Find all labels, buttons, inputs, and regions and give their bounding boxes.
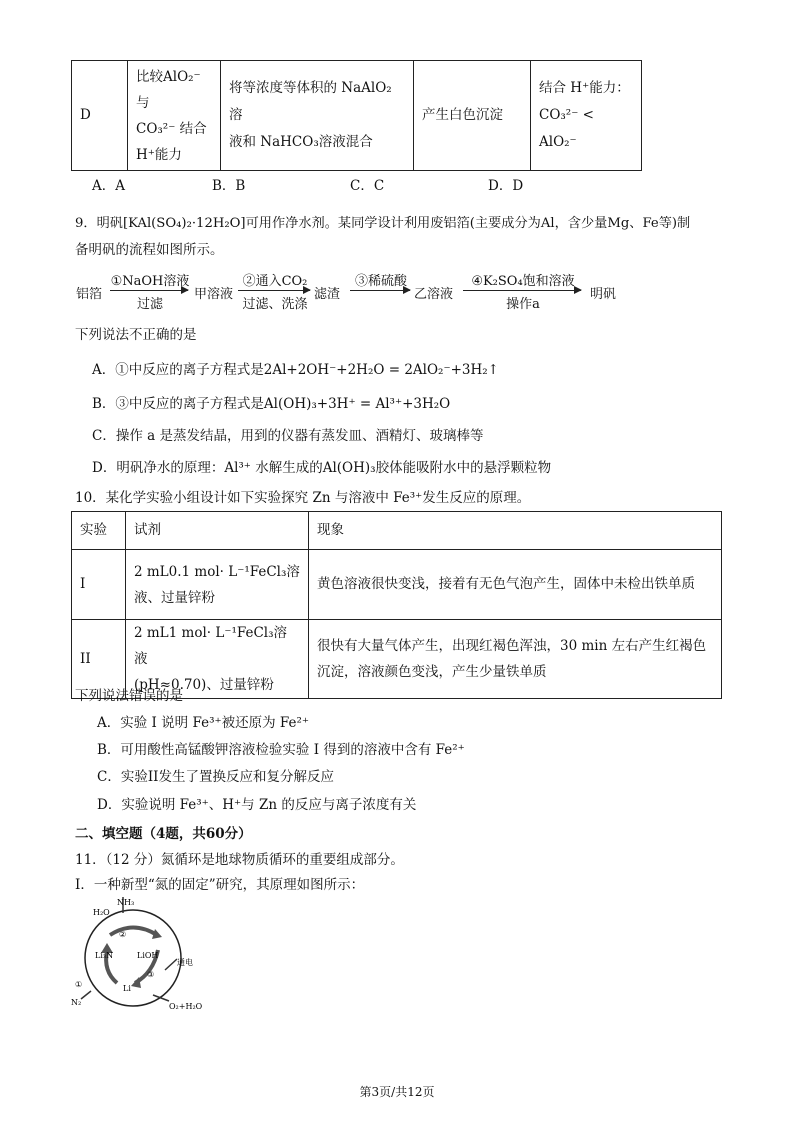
flow-arrow-1 — [110, 290, 188, 291]
q11-part1: I．一种新型“氮的固定”研究，其原理如图所示： — [75, 877, 365, 893]
q8-option-cell: D — [72, 61, 128, 171]
flow-arrow3-top: ③稀硫酸 — [354, 274, 407, 289]
section-heading: 二、填空题（4题，共60分） — [75, 826, 252, 842]
q8-choice-c[interactable]: C．C — [350, 178, 385, 194]
table-row — [72, 61, 642, 171]
q9-option-b[interactable]: B．③中反应的离子方程式是Al(OH)₃+3H⁺ = Al³⁺+3H₂O — [92, 396, 451, 412]
reagent-cell: 2 mL0.1 mol· L⁻¹FeCl₃溶 液、过量锌粉 — [126, 550, 309, 620]
q10-prompt: 下列说法错误的是 — [75, 688, 183, 704]
q8-choice-d[interactable]: D．D — [488, 178, 524, 194]
n2-label: N₂ — [71, 998, 82, 1007]
cycle-arrow-top — [110, 928, 157, 936]
q9-prompt: 下列说法不正确的是 — [75, 327, 197, 343]
q8-answer-table — [71, 60, 642, 171]
nh3-label: NH₃ — [117, 898, 135, 907]
table-row — [72, 550, 722, 620]
reagent-cell: 2 mL1 mol· L⁻¹FeCl₃溶液 (pH≈0.70)、过量锌粉 — [126, 620, 309, 699]
step3-label: ③ — [147, 970, 155, 979]
q9-stem-line2: 备明矾的流程如图所示。 — [75, 242, 224, 258]
o2-h2o-label: O₂+H₂O — [169, 1002, 203, 1011]
phenomenon-cell: 黄色溶液很快变浅，接着有无色气泡产生，固体中未检出铁单质 — [309, 550, 722, 620]
exp-id-cell: II — [72, 620, 126, 699]
q8-choice-a[interactable]: A．A — [92, 178, 125, 194]
nitrogen-cycle-diagram — [65, 895, 220, 1015]
q8-conclusion-cell: 结合 H⁺能力： CO₃²⁻ < AlO₂⁻ — [531, 61, 642, 171]
power-label: 通电 — [177, 958, 193, 967]
page-number-footer: 第3页/共12页 — [359, 1085, 435, 1099]
li3n-label: Li₃N — [95, 951, 114, 960]
flow-arrow-4 — [463, 290, 581, 291]
flow-node-residue: 滤渣 — [314, 287, 341, 302]
column-header-phenomenon: 现象 — [309, 512, 722, 550]
flow-node-alum: 明矾 — [590, 287, 617, 302]
flow-node-solution-a: 甲溶液 — [194, 287, 234, 302]
q8-choice-b[interactable]: B．B — [212, 178, 246, 194]
q9-option-d[interactable]: D．明矾净水的原理：Al³⁺ 水解生成的Al(OH)₃胶体能吸附水中的悬浮颗粒物 — [92, 460, 552, 476]
flow-arrow-2 — [238, 290, 310, 291]
flow-arrow-3 — [350, 290, 410, 291]
flow-arrow4-top: ④K₂SO₄饱和溶液 — [471, 274, 575, 289]
flow-arrow1-bottom: 过滤 — [136, 297, 163, 312]
q10-experiment-table — [71, 511, 722, 699]
q8-operation-cell: 将等浓度等体积的 NaAlO₂溶 液和 NaHCO₃溶液混合 — [221, 61, 414, 171]
q11-stem: 11．（12 分）氮循环是地球物质循环的重要组成部分。 — [75, 852, 404, 868]
li-label: Li — [123, 984, 131, 993]
phenomenon-cell: 很快有大量气体产生，出现红褐色浑浊，30 min 左右产生红褐色 沉淀，溶液颜色变浅，产生少量铁单质 — [309, 620, 722, 699]
q8-phenomenon-cell: 产生白色沉淀 — [414, 61, 531, 171]
table-header-row — [72, 512, 722, 550]
flow-arrow1-top: ①NaOH溶液 — [110, 274, 190, 289]
flow-node-solution-b: 乙溶液 — [414, 287, 454, 302]
flow-arrow4-bottom: 操作a — [506, 297, 540, 312]
q10-option-c[interactable]: C．实验II发生了置换反应和复分解反应 — [97, 769, 334, 785]
column-header-experiment: 实验 — [72, 512, 126, 550]
step2-label: ② — [119, 930, 127, 939]
exp-id-cell: I — [72, 550, 126, 620]
q10-stem: 10．某化学实验小组设计如下实验探究 Zn 与溶液中 Fe³⁺发生反应的原理。 — [75, 490, 531, 506]
q8-purpose-cell: 比较AlO₂⁻与 CO₃²⁻ 结合 H⁺能力 — [128, 61, 221, 171]
flow-arrow2-bottom: 过滤、洗涤 — [242, 297, 308, 312]
flow-node-aluminum-foil: 铝箔 — [76, 287, 103, 302]
h2o-label: H₂O — [93, 908, 110, 917]
flow-arrow2-top: ②通入CO₂ — [242, 274, 308, 289]
step1-label: ① — [75, 980, 83, 989]
lioh-label: LiOH — [137, 951, 159, 960]
q9-option-c[interactable]: C．操作 a 是蒸发结晶，用到的仪器有蒸发皿、酒精灯、玻璃棒等 — [92, 428, 484, 444]
q9-option-a[interactable]: A．①中反应的离子方程式是2Al+2OH⁻+2H₂O = 2AlO₂⁻+3H₂↑ — [92, 362, 499, 378]
q9-stem-line1: 9．明矾[KAl(SO₄)₂·12H₂O]可用作净水剂。某同学设计利用废铝箔(主要成分为Al，含少量Mg、Fe等)制 — [75, 216, 691, 231]
column-header-reagent: 试剂 — [126, 512, 309, 550]
q10-option-b[interactable]: B．可用酸性高锰酸钾溶液检验实验 I 得到的溶液中含有 Fe²⁺ — [97, 742, 465, 758]
q10-option-d[interactable]: D．实验说明 Fe³⁺、H⁺与 Zn 的反应与离子浓度有关 — [97, 797, 417, 813]
q10-option-a[interactable]: A．实验 I 说明 Fe³⁺被还原为 Fe²⁺ — [97, 715, 310, 731]
